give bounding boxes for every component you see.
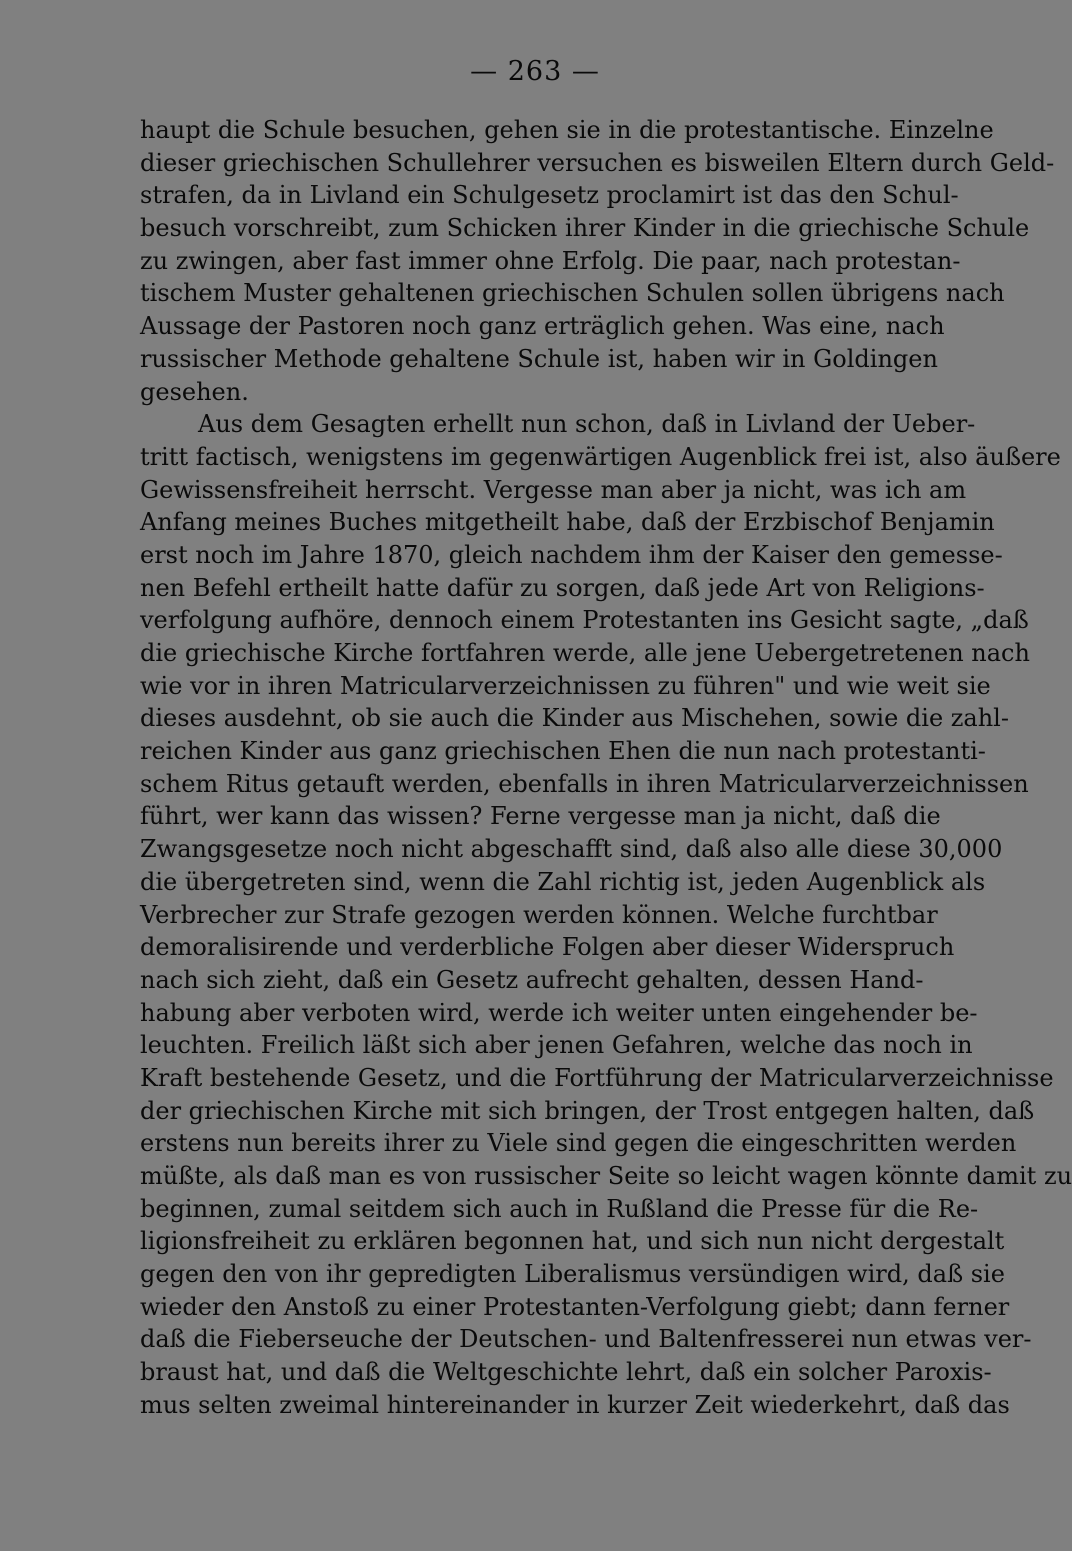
text-line: nach sich zieht, daß ein Gesetz aufrecht gehalten, dessen Hand-: [140, 965, 924, 994]
text-line: demoralisirende und verderbliche Folgen aber dieser Widerspruch: [140, 933, 955, 962]
text-line: tischem Muster gehaltenen griechischen Schulen sollen übrigens nach: [140, 279, 1005, 308]
text-line: strafen, da in Livland ein Schulgesetz proclamirt ist das den Schul-: [140, 181, 959, 210]
text-line: der griechischen Kirche mit sich bringen, der Trost entgegen halten, daß: [140, 1096, 1035, 1125]
text-line: beginnen, zumal seitdem sich auch in Rußland die Presse für die Re-: [140, 1194, 979, 1223]
text-line: gesehen.: [140, 377, 249, 406]
text-line: tritt factisch, wenigstens im gegenwärtigen Augenblick frei ist, also äußere: [140, 442, 1061, 471]
text-line: zu zwingen, aber fast immer ohne Erfolg. Die paar, nach protestan-: [140, 246, 961, 275]
text-line: russischer Methode gehaltene Schule ist, haben wir in Goldingen: [140, 344, 938, 373]
text-line: müßte, als daß man es von russischer Seite so leicht wagen könnte damit zu: [140, 1162, 1072, 1190]
text-line: leuchten. Freilich läßt sich aber jenen Gefahren, welche das noch in: [140, 1031, 973, 1060]
text-line: wie vor in ihren Matricularverzeichnissen zu führen" und wie weit sie: [140, 671, 991, 700]
body-text: [140, 114, 1072, 1422]
text-line: schem Ritus getauft werden, ebenfalls in ihren Matricularverzeichnissen: [140, 769, 1029, 798]
text-line: Anfang meines Buches mitgetheilt habe, daß der Erzbischof Benjamin: [140, 508, 995, 537]
page-number: — 263 —: [470, 56, 600, 87]
text-line: die übergetreten sind, wenn die Zahl richtig ist, jeden Augenblick als: [140, 867, 986, 896]
text-line: führt, wer kann das wissen? Ferne vergesse man ja nicht, daß die: [140, 802, 941, 831]
text-line: Aus dem Gesagten erhellt nun schon, daß in Livland der Ueber-: [198, 410, 976, 439]
text-line: Zwangsgesetze noch nicht abgeschafft sind, daß also alle diese 30,000: [140, 835, 1003, 864]
text-line: mus selten zweimal hintereinander in kurzer Zeit wiederkehrt, daß das: [140, 1390, 1010, 1419]
text-line: nen Befehl ertheilt hatte dafür zu sorgen, daß jede Art von Religions-: [140, 573, 985, 602]
text-line: erst noch im Jahre 1870, gleich nachdem ihm der Kaiser den gemesse-: [140, 540, 1003, 569]
text-line: wieder den Anstoß zu einer Protestanten-Verfolgung giebt; dann ferner: [140, 1292, 1010, 1321]
text-line: dieses ausdehnt, ob sie auch die Kinder aus Mischehen, sowie die zahl-: [140, 704, 1009, 733]
text-line: die griechische Kirche fortfahren werde, alle jene Uebergetretenen nach: [140, 639, 1030, 667]
text-line: Aussage der Pastoren noch ganz erträglich gehen. Was eine, nach: [140, 312, 945, 341]
text-line: daß die Fieberseuche der Deutschen- und Baltenfresserei nun etwas ver-: [140, 1325, 1032, 1354]
text-line: gegen den von ihr gepredigten Liberalismus versündigen wird, daß sie: [140, 1260, 1005, 1289]
text-line: braust hat, und daß die Weltgeschichte lehrt, daß ein solcher Paroxis-: [140, 1358, 992, 1387]
text-line: besuch vorschreibt, zum Schicken ihrer Kinder in die griechische Schule: [140, 214, 1030, 243]
text-line: Kraft bestehende Gesetz, und die Fortführung der Matricularverzeichnisse: [140, 1063, 1054, 1092]
text-line: reichen Kinder aus ganz griechischen Ehen die nun nach protestanti-: [140, 737, 986, 766]
text-line: ligionsfreiheit zu erklären begonnen hat, und sich nun nicht dergestalt: [140, 1227, 1005, 1256]
text-line: Gewissensfreiheit herrscht. Vergesse man aber ja nicht, was ich am: [140, 475, 967, 504]
text-line: Verbrecher zur Strafe gezogen werden können. Welche furchtbar: [140, 900, 938, 929]
text-line: haupt die Schule besuchen, gehen sie in die protestantische. Einzelne: [140, 116, 994, 144]
text-line: dieser griechischen Schullehrer versuchen es bisweilen Eltern durch Geld-: [140, 148, 1055, 177]
text-line: verfolgung aufhöre, dennoch einem Protestanten ins Gesicht sagte, „daß: [140, 606, 1029, 635]
text-line: erstens nun bereits ihrer zu Viele sind gegen die eingeschritten werden: [140, 1129, 1017, 1158]
text-line: habung aber verboten wird, werde ich weiter unten eingehender be-: [140, 998, 978, 1027]
